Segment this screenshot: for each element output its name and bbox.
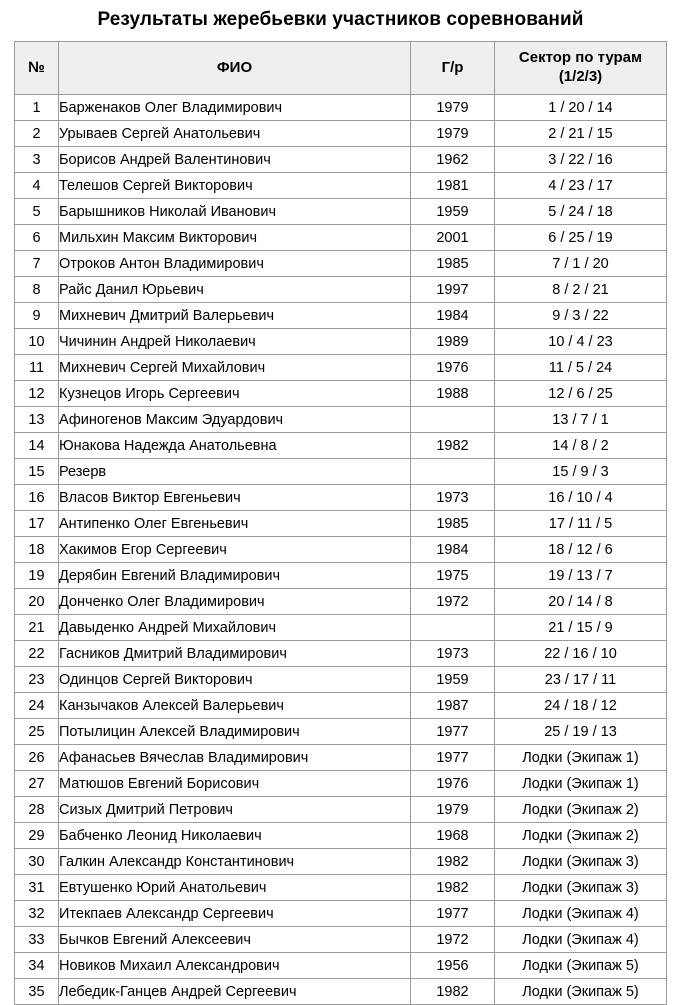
cell-name: Власов Виктор Евгеньевич: [59, 485, 411, 511]
cell-number: 2: [15, 121, 59, 147]
cell-number: 1: [15, 95, 59, 121]
cell-sector: 18 / 12 / 6: [495, 537, 667, 563]
cell-name: Афанасьев Вячеслав Владимирович: [59, 745, 411, 771]
cell-year: 1956: [411, 953, 495, 979]
cell-sector: Лодки (Экипаж 5): [495, 979, 667, 1005]
cell-number: 35: [15, 979, 59, 1005]
table-row: [15, 355, 667, 381]
cell-name: Отроков Антон Владимирович: [59, 251, 411, 277]
cell-name: Новиков Михаил Александрович: [59, 953, 411, 979]
column-header-number: №: [15, 42, 59, 95]
cell-sector: 17 / 11 / 5: [495, 511, 667, 537]
cell-year: 1982: [411, 875, 495, 901]
cell-number: 30: [15, 849, 59, 875]
cell-name: Барышников Николай Иванович: [59, 199, 411, 225]
table-row: [15, 641, 667, 667]
cell-year: 1982: [411, 433, 495, 459]
table-row: [15, 329, 667, 355]
table-row: [15, 121, 667, 147]
cell-year: 1985: [411, 511, 495, 537]
table-row: [15, 927, 667, 953]
table-row: [15, 303, 667, 329]
cell-year: 1977: [411, 901, 495, 927]
column-header-sector-line2: (1/2/3): [558, 68, 603, 85]
cell-number: 27: [15, 771, 59, 797]
cell-number: 10: [15, 329, 59, 355]
table-header-row: [15, 42, 667, 95]
table-row: [15, 953, 667, 979]
table-row: [15, 563, 667, 589]
table-row: [15, 901, 667, 927]
table-row: [15, 251, 667, 277]
cell-sector: 12 / 6 / 25: [495, 381, 667, 407]
cell-sector: 25 / 19 / 13: [495, 719, 667, 745]
cell-sector: 5 / 24 / 18: [495, 199, 667, 225]
cell-sector: 4 / 23 / 17: [495, 173, 667, 199]
column-header-name: ФИО: [59, 42, 411, 95]
cell-sector: Лодки (Экипаж 3): [495, 849, 667, 875]
cell-year: 1959: [411, 199, 495, 225]
cell-sector: Лодки (Экипаж 5): [495, 953, 667, 979]
table-row: [15, 485, 667, 511]
table-row: [15, 823, 667, 849]
cell-name: Сизых Дмитрий Петрович: [59, 797, 411, 823]
cell-number: 28: [15, 797, 59, 823]
table-row: [15, 381, 667, 407]
table-row: [15, 225, 667, 251]
cell-name: Резерв: [59, 459, 411, 485]
cell-year: 1984: [411, 537, 495, 563]
cell-sector: 19 / 13 / 7: [495, 563, 667, 589]
cell-sector: Лодки (Экипаж 1): [495, 771, 667, 797]
cell-sector: 3 / 22 / 16: [495, 147, 667, 173]
cell-number: 7: [15, 251, 59, 277]
cell-year: 1989: [411, 329, 495, 355]
cell-name: Бычков Евгений Алексеевич: [59, 927, 411, 953]
cell-name: Антипенко Олег Евгеньевич: [59, 511, 411, 537]
cell-name: Лебедик-Ганцев Андрей Сергеевич: [59, 979, 411, 1005]
cell-name: Барженаков Олег Владимирович: [59, 95, 411, 121]
cell-number: 13: [15, 407, 59, 433]
cell-year: 1968: [411, 823, 495, 849]
cell-number: 9: [15, 303, 59, 329]
cell-name: Бабченко Леонид Николаевич: [59, 823, 411, 849]
cell-name: Михневич Дмитрий Валерьевич: [59, 303, 411, 329]
cell-year: 1979: [411, 121, 495, 147]
cell-number: 6: [15, 225, 59, 251]
cell-sector: 8 / 2 / 21: [495, 277, 667, 303]
cell-number: 20: [15, 589, 59, 615]
table-row: [15, 537, 667, 563]
column-header-year: Г/р: [411, 42, 495, 95]
cell-name: Чичинин Андрей Николаевич: [59, 329, 411, 355]
table-row: [15, 615, 667, 641]
cell-sector: Лодки (Экипаж 2): [495, 823, 667, 849]
cell-sector: 24 / 18 / 12: [495, 693, 667, 719]
cell-number: 8: [15, 277, 59, 303]
cell-name: Евтушенко Юрий Анатольевич: [59, 875, 411, 901]
cell-sector: 13 / 7 / 1: [495, 407, 667, 433]
cell-year: 1979: [411, 95, 495, 121]
cell-number: 18: [15, 537, 59, 563]
cell-sector: 23 / 17 / 11: [495, 667, 667, 693]
table-row: [15, 433, 667, 459]
table-row: [15, 875, 667, 901]
table-row: [15, 277, 667, 303]
cell-year: 1962: [411, 147, 495, 173]
table-row: [15, 589, 667, 615]
table-body: [15, 95, 667, 1005]
cell-year: [411, 615, 495, 641]
table-row: [15, 719, 667, 745]
cell-name: Матюшов Евгений Борисович: [59, 771, 411, 797]
cell-year: 1997: [411, 277, 495, 303]
cell-number: 31: [15, 875, 59, 901]
cell-year: 1988: [411, 381, 495, 407]
cell-name: Донченко Олег Владимирович: [59, 589, 411, 615]
cell-name: Потылицин Алексей Владимирович: [59, 719, 411, 745]
cell-name: Мильхин Максим Викторович: [59, 225, 411, 251]
cell-year: 1984: [411, 303, 495, 329]
cell-name: Телешов Сергей Викторович: [59, 173, 411, 199]
cell-year: 1977: [411, 745, 495, 771]
cell-name: Борисов Андрей Валентинович: [59, 147, 411, 173]
cell-sector: Лодки (Экипаж 4): [495, 901, 667, 927]
table-row: [15, 459, 667, 485]
cell-number: 25: [15, 719, 59, 745]
cell-sector: 15 / 9 / 3: [495, 459, 667, 485]
cell-year: 1982: [411, 979, 495, 1005]
table-row: [15, 745, 667, 771]
table-row: [15, 147, 667, 173]
cell-number: 33: [15, 927, 59, 953]
cell-sector: 16 / 10 / 4: [495, 485, 667, 511]
page-title: Результаты жеребьевки участников соревнований: [97, 9, 584, 30]
cell-year: 1982: [411, 849, 495, 875]
cell-sector: 14 / 8 / 2: [495, 433, 667, 459]
cell-year: 1976: [411, 771, 495, 797]
cell-name: Урываев Сергей Анатольевич: [59, 121, 411, 147]
cell-number: 12: [15, 381, 59, 407]
cell-year: [411, 407, 495, 433]
cell-year: 2001: [411, 225, 495, 251]
cell-number: 11: [15, 355, 59, 381]
cell-number: 23: [15, 667, 59, 693]
cell-sector: 20 / 14 / 8: [495, 589, 667, 615]
table-row: [15, 511, 667, 537]
cell-year: 1987: [411, 693, 495, 719]
cell-year: 1979: [411, 797, 495, 823]
cell-name: Галкин Александр Константинович: [59, 849, 411, 875]
column-header-sector-line1: Сектор по турам: [518, 49, 643, 67]
cell-number: 4: [15, 173, 59, 199]
cell-year: 1977: [411, 719, 495, 745]
table-row: [15, 173, 667, 199]
table-row: [15, 849, 667, 875]
table-row: [15, 667, 667, 693]
cell-year: 1972: [411, 927, 495, 953]
cell-number: 5: [15, 199, 59, 225]
table-row: [15, 407, 667, 433]
cell-number: 24: [15, 693, 59, 719]
cell-name: Кузнецов Игорь Сергеевич: [59, 381, 411, 407]
cell-year: 1959: [411, 667, 495, 693]
cell-name: Давыденко Андрей Михайлович: [59, 615, 411, 641]
table-row: [15, 771, 667, 797]
table-row: [15, 95, 667, 121]
cell-sector: 7 / 1 / 20: [495, 251, 667, 277]
cell-year: 1973: [411, 485, 495, 511]
cell-sector: Лодки (Экипаж 2): [495, 797, 667, 823]
cell-name: Одинцов Сергей Викторович: [59, 667, 411, 693]
cell-year: 1981: [411, 173, 495, 199]
cell-name: Гасников Дмитрий Владимирович: [59, 641, 411, 667]
cell-sector: 6 / 25 / 19: [495, 225, 667, 251]
cell-name: Итекпаев Александр Сергеевич: [59, 901, 411, 927]
cell-sector: 22 / 16 / 10: [495, 641, 667, 667]
table-row: [15, 797, 667, 823]
cell-sector: Лодки (Экипаж 1): [495, 745, 667, 771]
cell-number: 26: [15, 745, 59, 771]
cell-number: 21: [15, 615, 59, 641]
cell-name: Афиногенов Максим Эдуардович: [59, 407, 411, 433]
cell-number: 22: [15, 641, 59, 667]
table-row: [15, 199, 667, 225]
cell-year: [411, 459, 495, 485]
cell-number: 34: [15, 953, 59, 979]
cell-sector: Лодки (Экипаж 3): [495, 875, 667, 901]
cell-year: 1976: [411, 355, 495, 381]
cell-sector: 10 / 4 / 23: [495, 329, 667, 355]
cell-sector: 11 / 5 / 24: [495, 355, 667, 381]
cell-name: Хакимов Егор Сергеевич: [59, 537, 411, 563]
cell-number: 29: [15, 823, 59, 849]
table-row: [15, 693, 667, 719]
cell-name: Юнакова Надежда Анатольевна: [59, 433, 411, 459]
column-header-sector: [495, 42, 667, 95]
cell-year: 1975: [411, 563, 495, 589]
cell-number: 3: [15, 147, 59, 173]
draw-results-table: [14, 41, 667, 1005]
cell-number: 16: [15, 485, 59, 511]
table-row: [15, 979, 667, 1005]
cell-number: 14: [15, 433, 59, 459]
cell-number: 15: [15, 459, 59, 485]
table-header: [15, 42, 667, 95]
cell-number: 19: [15, 563, 59, 589]
cell-sector: Лодки (Экипаж 4): [495, 927, 667, 953]
cell-name: Михневич Сергей Михайлович: [59, 355, 411, 381]
cell-sector: 1 / 20 / 14: [495, 95, 667, 121]
cell-sector: 2 / 21 / 15: [495, 121, 667, 147]
cell-name: Дерябин Евгений Владимирович: [59, 563, 411, 589]
cell-name: Канзычаков Алексей Валерьевич: [59, 693, 411, 719]
cell-year: 1973: [411, 641, 495, 667]
cell-number: 17: [15, 511, 59, 537]
cell-year: 1985: [411, 251, 495, 277]
cell-number: 32: [15, 901, 59, 927]
cell-name: Райс Данил Юрьевич: [59, 277, 411, 303]
cell-sector: 9 / 3 / 22: [495, 303, 667, 329]
cell-sector: 21 / 15 / 9: [495, 615, 667, 641]
cell-year: 1972: [411, 589, 495, 615]
